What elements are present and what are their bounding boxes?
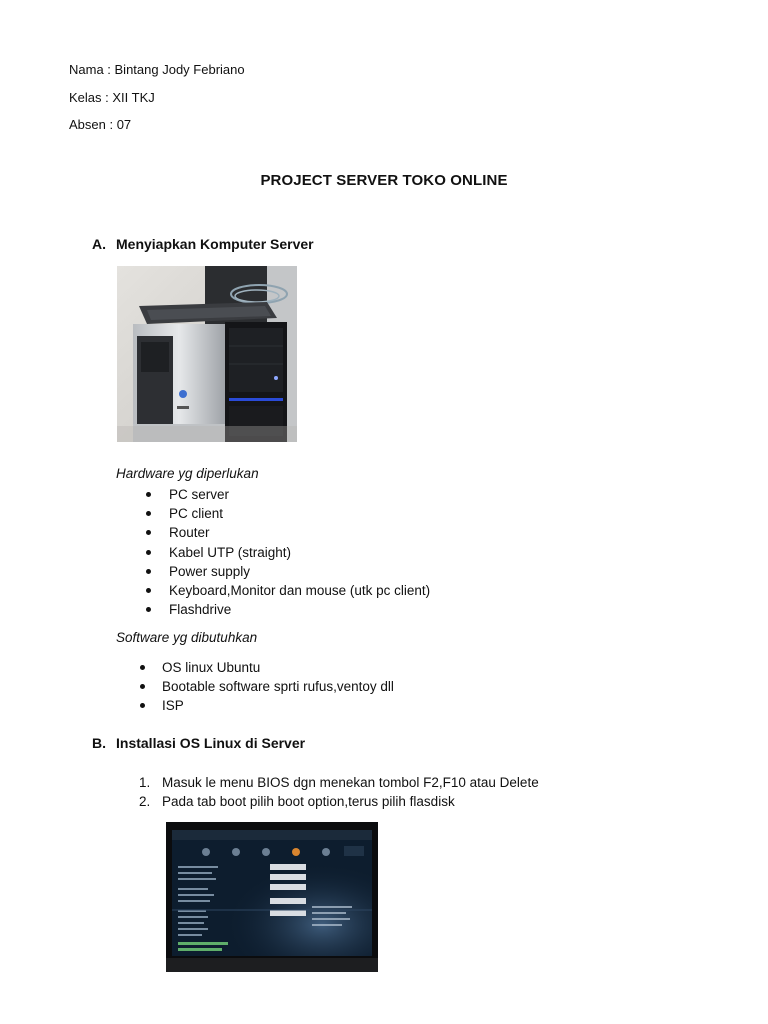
step-number: 2. xyxy=(139,794,151,810)
list-item: PC server xyxy=(169,485,430,504)
student-class: Kelas : XII TKJ xyxy=(69,90,155,105)
section-a-letter: A. xyxy=(92,236,106,252)
section-b-title: Installasi OS Linux di Server xyxy=(116,735,306,751)
step-text: Masuk le menu BIOS dgn menekan tombol F2,F10 atau Delete xyxy=(162,775,539,790)
section-a-title: Menyiapkan Komputer Server xyxy=(116,236,314,252)
hardware-heading: Hardware yg diperlukan xyxy=(116,466,259,481)
list-item: Kabel UTP (straight) xyxy=(169,543,430,562)
list-item: Router xyxy=(169,523,430,542)
list-item: Bootable software sprti rufus,ventoy dll xyxy=(162,677,394,696)
list-item xyxy=(139,792,539,811)
document-title: PROJECT SERVER TOKO ONLINE xyxy=(260,172,508,189)
section-b-letter: B. xyxy=(92,735,106,751)
list-item: Power supply xyxy=(169,562,430,581)
student-number: Absen : 07 xyxy=(69,117,132,132)
hardware-list xyxy=(169,485,430,619)
section-b-heading xyxy=(92,735,305,751)
list-item: Flashdrive xyxy=(169,600,430,619)
list-item: Keyboard,Monitor dan mouse (utk pc client) xyxy=(169,581,430,600)
software-heading: Software yg dibutuhkan xyxy=(116,630,258,645)
server-computers-photo xyxy=(117,266,297,442)
list-item xyxy=(139,773,539,792)
step-number: 1. xyxy=(139,775,151,790)
list-item: OS linux Ubuntu xyxy=(162,658,394,677)
list-item: PC client xyxy=(169,504,430,523)
bios-screen-photo xyxy=(166,822,378,972)
section-a-heading xyxy=(92,236,314,252)
student-name: Nama : Bintang Jody Febriano xyxy=(69,62,245,77)
step-text: Pada tab boot pilih boot option,terus pilih flasdisk xyxy=(162,794,455,810)
list-item: ISP xyxy=(162,696,394,715)
install-steps-list xyxy=(139,773,539,811)
software-list xyxy=(162,658,394,716)
